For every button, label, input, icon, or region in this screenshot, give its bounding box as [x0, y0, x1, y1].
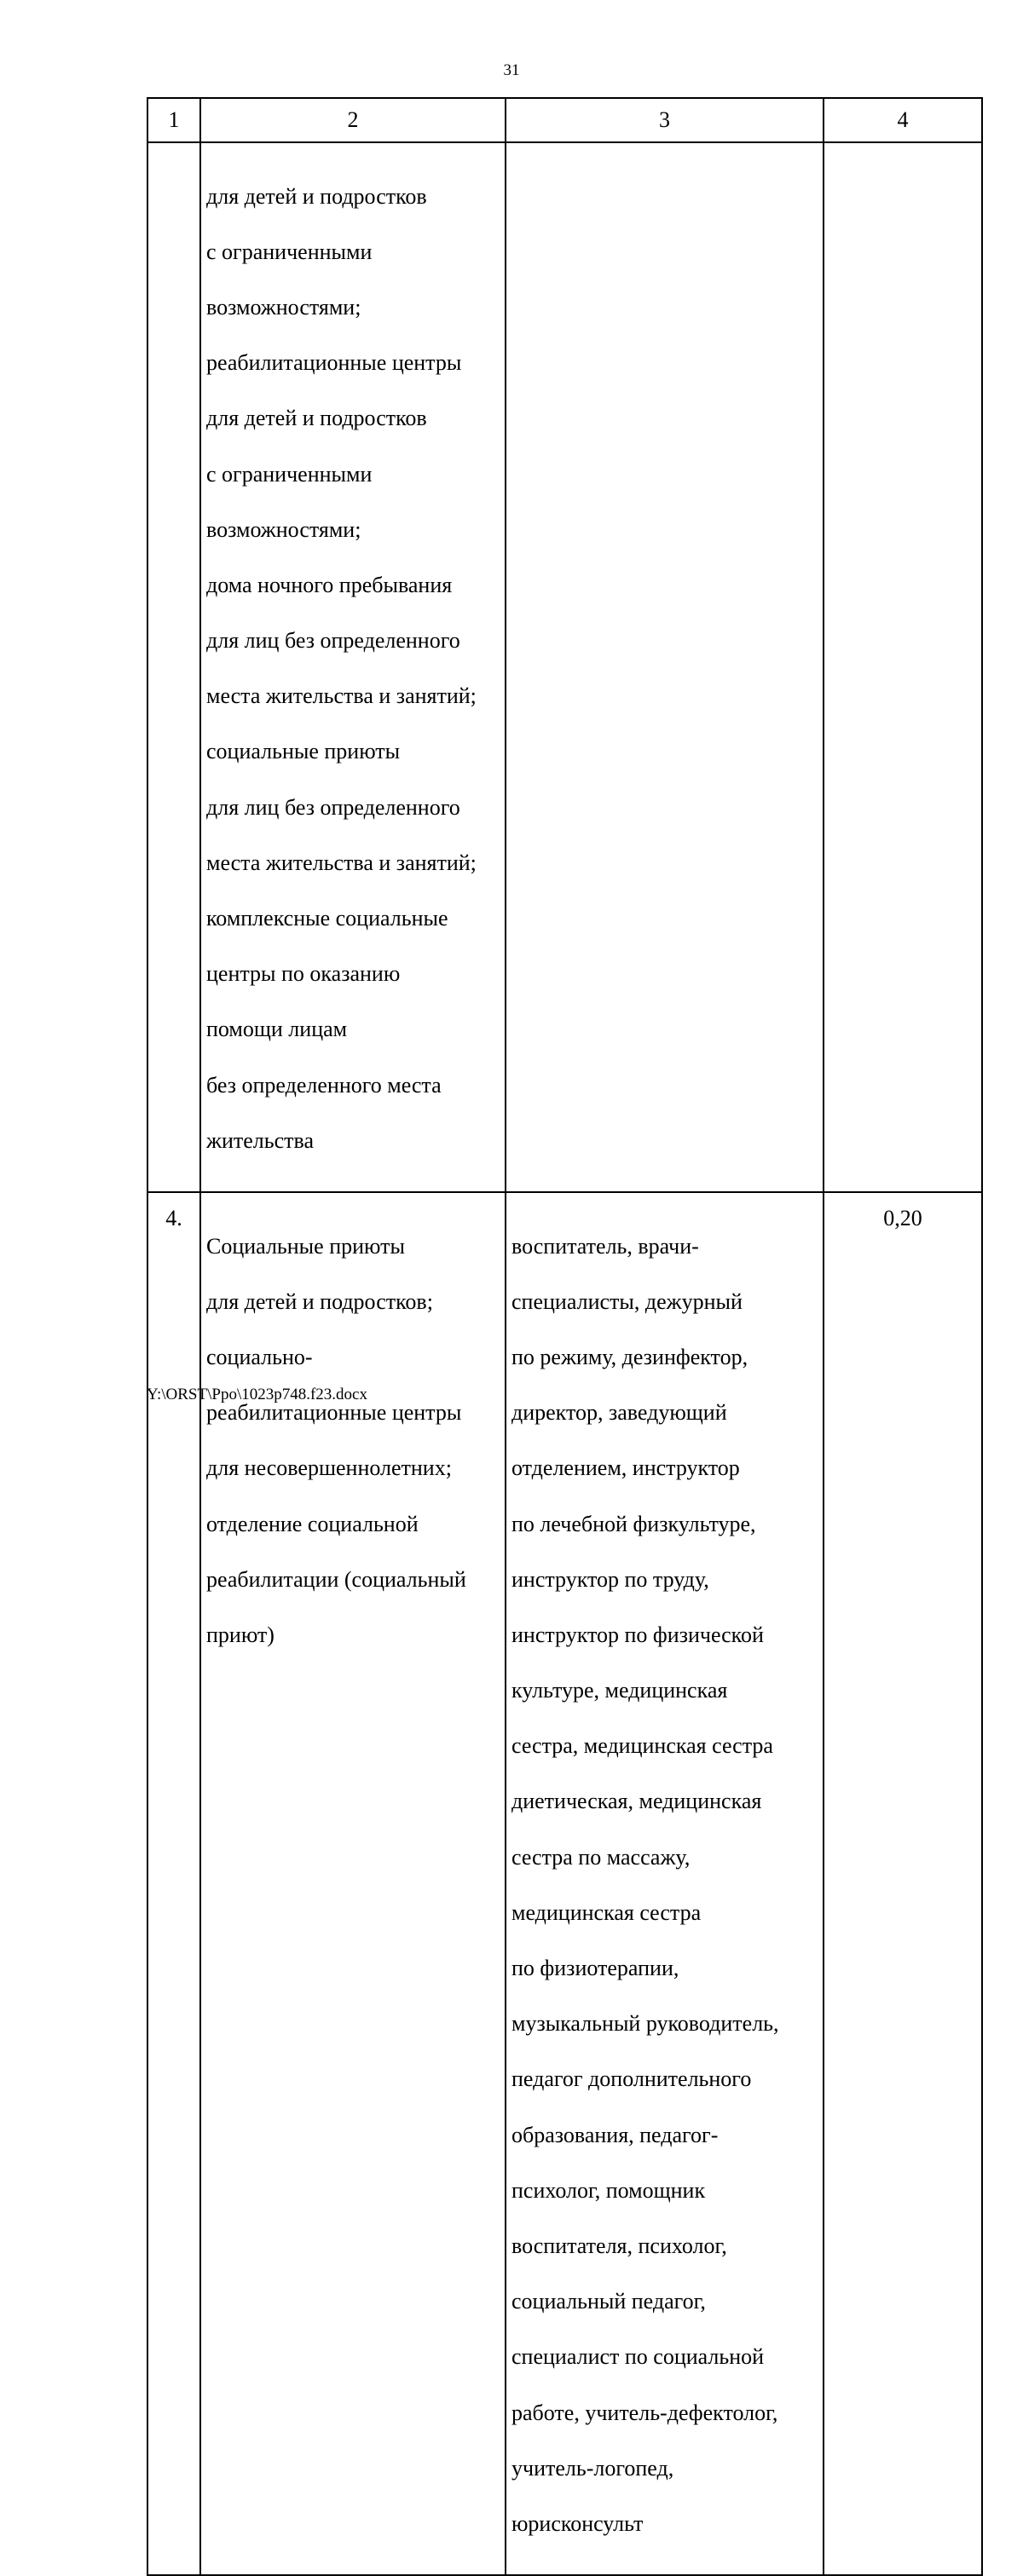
row-number-cell — [147, 142, 200, 1192]
cell-line: по лечебной физкультуре, — [512, 1511, 756, 1536]
cell-line: сестра, медицинская сестра — [512, 1733, 773, 1759]
cell-line: диетическая, медицинская — [512, 1789, 762, 1814]
cell-line: юрисконсульт — [512, 2510, 644, 2536]
positions-cell — [506, 1192, 824, 2575]
page-number: 31 — [503, 61, 520, 79]
table-row — [147, 142, 982, 1192]
cell-line: центры по оказанию — [206, 961, 401, 987]
cell-line: места жительства и занятий; — [206, 850, 477, 875]
cell-line: педагог дополнительного — [512, 2066, 752, 2092]
cell-line: для лиц без определенного — [206, 628, 460, 654]
cell-line: дома ночного пребывания — [206, 572, 453, 597]
cell-line: учитель-логопед, — [512, 2455, 674, 2481]
cell-line: социальные приюты — [206, 739, 401, 764]
cell-line: отделением, инструктор — [512, 1455, 740, 1481]
cell-line: реабилитационные центры — [206, 350, 462, 376]
data-table — [147, 97, 983, 2576]
header-cell-3: 3 — [506, 98, 824, 142]
cell-line: реабилитационные центры — [206, 1400, 462, 1426]
cell-line: специалисты, дежурный — [512, 1288, 743, 1314]
cell-line: с ограниченными — [206, 239, 373, 264]
cell-line: для лиц без определенного — [206, 794, 460, 820]
cell-line: инструктор по труду, — [512, 1566, 709, 1592]
header-cell-4: 4 — [824, 98, 982, 142]
footer-file-path: Y:\ORST\Ppo\1023p748.f23.docx — [147, 1386, 367, 1403]
cell-line: отделение социальной — [206, 1511, 419, 1536]
cell-line: возможностями; — [206, 294, 361, 320]
cell-line: Социальные приюты — [206, 1233, 405, 1259]
cell-line: для детей и подростков; — [206, 1288, 433, 1314]
cell-line: жительства — [206, 1127, 314, 1153]
cell-line: для детей и подростков — [206, 406, 427, 431]
cell-line: инструктор по физической — [512, 1622, 764, 1647]
positions-cell — [506, 142, 824, 1192]
cell-line: работе, учитель-дефектолог, — [512, 2400, 778, 2425]
cell-line: образования, педагог- — [512, 2122, 719, 2147]
header-cell-2: 2 — [200, 98, 506, 142]
cell-line: воспитатель, врачи- — [512, 1233, 699, 1259]
cell-line: помощи лицам — [206, 1017, 348, 1042]
cell-line: социальный педагог, — [512, 2289, 706, 2314]
cell-line: по физиотерапии, — [512, 1956, 679, 1980]
cell-line: для несовершеннолетних; — [206, 1455, 452, 1481]
cell-line: возможностями; — [206, 516, 361, 542]
cell-line: медицинская сестра — [512, 1899, 702, 1925]
cell-line: для детей и подростков — [206, 183, 427, 209]
table-header-row — [147, 98, 982, 142]
cell-line: воспитателя, психолог, — [512, 2233, 727, 2258]
cell-line: сестра по массажу, — [512, 1844, 691, 1870]
header-cell-1: 1 — [147, 98, 200, 142]
cell-line: социально- — [206, 1344, 313, 1369]
cell-line: директор, заведующий — [512, 1400, 727, 1426]
cell-line: без определенного места — [206, 1072, 442, 1098]
institution-cell — [200, 142, 506, 1192]
coefficient-cell — [824, 142, 982, 1192]
cell-line: специалист по социальной — [512, 2344, 765, 2370]
cell-line: реабилитации (социальный — [206, 1566, 466, 1592]
cell-line: места жительства и занятий; — [206, 683, 477, 709]
coefficient-cell: 0,20 — [824, 1192, 982, 2575]
cell-line: приют) — [206, 1622, 275, 1647]
cell-line: по режиму, дезинфектор, — [512, 1344, 748, 1369]
cell-line: психолог, помощник — [512, 2177, 706, 2203]
cell-line: музыкальный руководитель, — [512, 2011, 779, 2037]
cell-line: культуре, медицинская — [512, 1678, 728, 1703]
row-number-cell: 4. — [147, 1192, 200, 2575]
cell-line: с ограниченными — [206, 461, 373, 487]
cell-line: комплексные социальные — [206, 906, 448, 931]
